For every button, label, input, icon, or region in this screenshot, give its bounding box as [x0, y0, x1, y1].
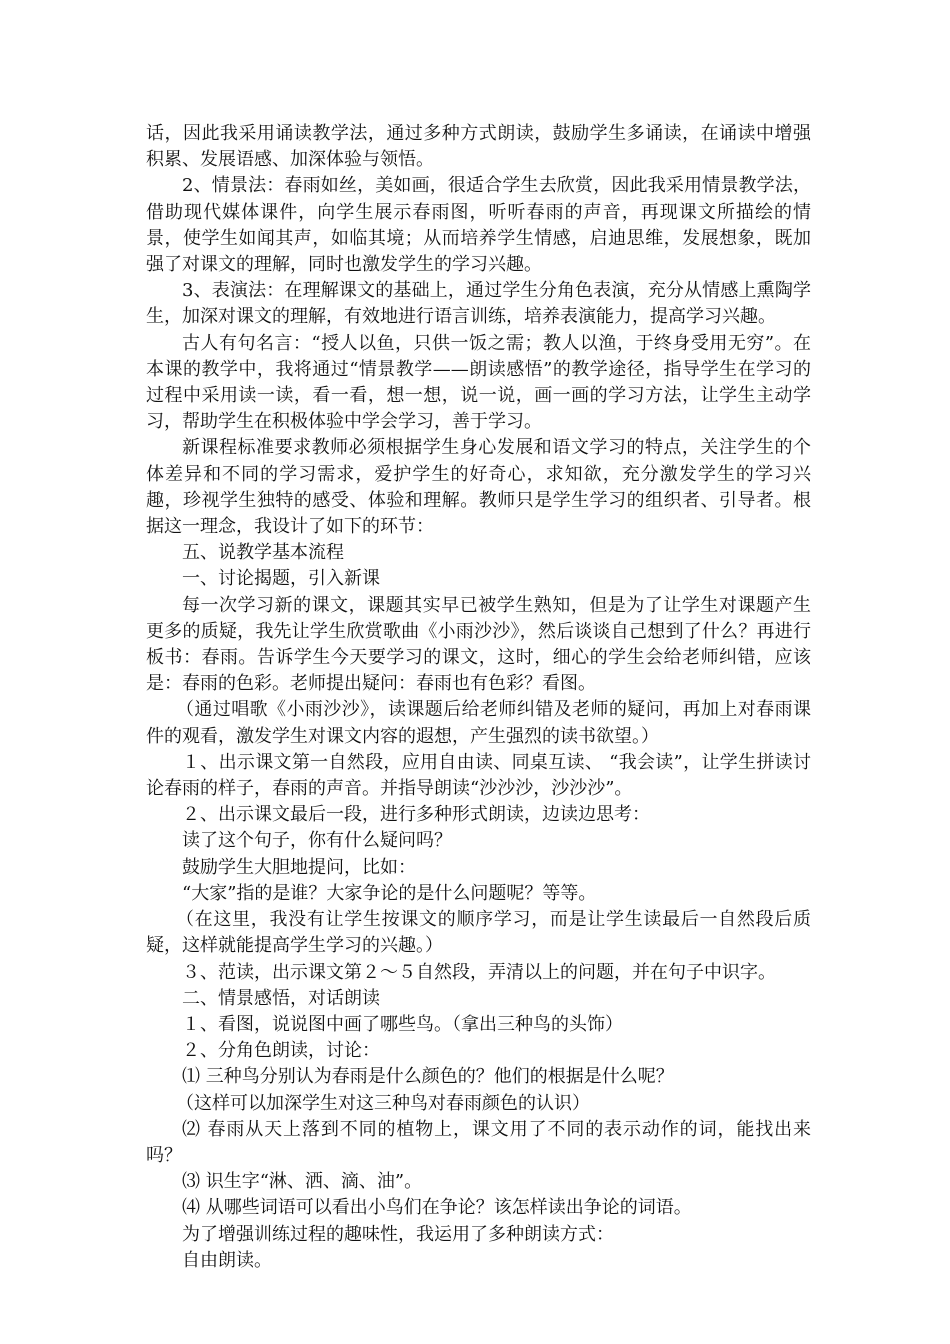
sub-item-4: ⑷ 从哪些词语可以看出小鸟们在争论？该怎样读出争论的词语。	[182, 1197, 692, 1219]
paragraph-2: 2、情景法：春雨如丝，美如画，很适合学生去欣赏，因此我采用情景教学法，借助现代媒体课件，向学生展示春雨图，听听春雨的声音，再现课文所描绘的情景，使学生如闻其声，如临其境；从而培养学生情感，启迪思维，发展想象，既加强了对课文的理解，同时也激发学生的学习兴趣。	[146, 175, 811, 276]
sub-item-3: ⑶ 识生字“淋、洒、滴、油”。	[182, 1171, 423, 1193]
list-item-5: ２、分角色朗读，讨论：	[182, 1040, 380, 1062]
paragraph-note-3: （这样可以加深学生对这三种鸟对春雨颜色的认识）	[176, 1092, 590, 1114]
sub-item-1: ⑴ 三种鸟分别认为春雨是什么颜色的？他们的根据是什么呢？	[182, 1066, 674, 1088]
list-item-1: １、出示课文第一自然段，应用自由读、同桌互读、 “我会读”，让学生拼读讨论春雨的样子，春雨的声音。并指导朗读“沙沙沙，沙沙沙”。	[146, 751, 811, 800]
paragraph-1: 话，因此我采用诵读教学法，通过多种方式朗读，鼓励学生多诵读，在诵读中增强积累、发展语感、加深体验与领悟。	[146, 123, 811, 171]
paragraph-7: 读了这个句子，你有什么疑问吗？	[182, 830, 452, 852]
step-heading-1: 一、讨论揭题，引入新课	[182, 568, 380, 590]
list-item-4: １、看图，说说图中画了哪些鸟。（拿出三种鸟的头饰）	[182, 1013, 623, 1035]
paragraph-11: 自由朗读。	[182, 1249, 272, 1271]
paragraph-9: “大家”指的是谁？大家争论的是什么问题呢？等等。	[182, 882, 597, 904]
paragraph-note-2: （在这里，我没有让学生按课文的顺序学习，而是让学生读最后一自然段后质疑，这样就能提高学生学习的兴趣。）	[146, 909, 811, 957]
list-item-2: ２、出示课文最后一段，进行多种形式朗读，边读边思考：	[182, 804, 650, 826]
paragraph-8: 鼓励学生大胆地提问，比如：	[182, 856, 416, 878]
paragraph-6: 每一次学习新的课文，课题其实早已被学生熟知，但是为了让学生对课题产生更多的质疑，我先让学生欣赏歌曲《小雨沙沙》，然后谈谈自己想到了什么？再进行板书：春雨。告诉学生今天要学习的课文，这时，细心的学生会给老师纠错，应该是：春雨的色彩。老师提出疑问：春雨也有色彩？看图。	[146, 594, 811, 695]
paragraph-4: 古人有句名言：“授人以鱼，只供一饭之需；教人以渔，于终身受用无穷”。在本课的教学中，我将通过“情景教学——朗读感悟”的教学途径，指导学生在学习的过程中采用读一读，看一看，想一想，说一说，画一画的学习方法，让学生主动学习，帮助学生在积极体验中学会学习，善于学习。	[146, 332, 811, 433]
paragraph-3: 3、表演法：在理解课文的基础上，通过学生分角色表演，充分从情感上熏陶学生，加深对课文的理解，有效地进行语言训练，培养表演能力，提高学习兴趣。	[146, 280, 811, 328]
paragraph-5: 新课程标准要求教师必须根据学生身心发展和语文学习的特点，关注学生的个体差异和不同的学习需求，爱护学生的好奇心，求知欲，充分激发学生的学习兴趣，珍视学生独特的感受、体验和理解。教师只是学生学习的组织者、引导者。根据这一理念，我设计了如下的环节：	[146, 437, 811, 538]
document-page	[146, 121, 811, 1274]
section-heading-5: 五、说教学基本流程	[182, 542, 344, 564]
sub-item-2: ⑵ 春雨从天上落到不同的植物上，课文用了不同的表示动作的词，能找出来吗？	[146, 1118, 811, 1166]
paragraph-note-1: （通过唱歌《小雨沙沙》，读课题后给老师纠错及老师的疑问，再加上对春雨课件的观看，激发学生对课文内容的遐想，产生强烈的读书欲望。）	[146, 699, 811, 747]
paragraph-10: 为了增强训练过程的趣味性，我运用了多种朗读方式：	[182, 1223, 614, 1245]
list-item-3: ３、范读，出示课文第２～５自然段，弄清以上的问题，并在句子中识字。	[182, 961, 776, 983]
step-heading-2: 二、情景感悟，对话朗读	[182, 987, 380, 1009]
